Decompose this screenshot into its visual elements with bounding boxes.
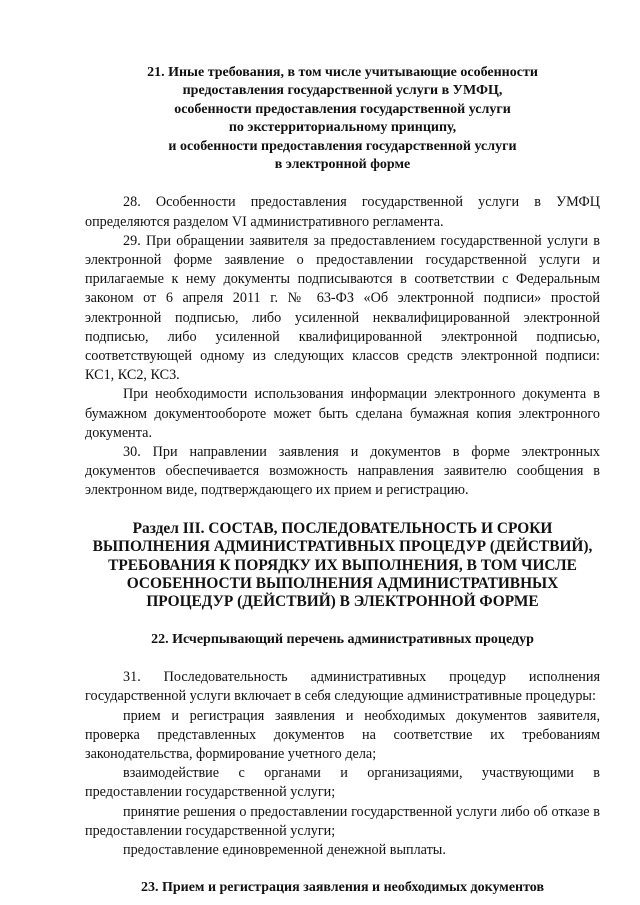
- heading-line: ТРЕБОВАНИЯ К ПОРЯДКУ ИХ ВЫПОЛНЕНИЯ, В ТОМ ЧИСЛЕ: [108, 556, 577, 574]
- heading-line: ОСОБЕННОСТИ ВЫПОЛНЕНИЯ АДМИНИСТРАТИВНЫХ: [126, 574, 559, 592]
- heading-line: ПРОЦЕДУР (ДЕЙСТВИЙ) В ЭЛЕКТРОННОЙ ФОРМЕ: [146, 593, 539, 611]
- heading-line: по экстерриториальному принципу,: [228, 120, 457, 136]
- spacer: [85, 649, 600, 668]
- paragraph-28: 28. Особенности предоставления государственной услуги в УМФЦ определяются разделом VI административного регламента.: [85, 194, 600, 230]
- section-21-body: [85, 193, 600, 500]
- paragraph-31: 31. Последовательность административных процедур исполнения государственной услуги включает в себя следующие административные процедуры:: [85, 669, 600, 705]
- procedure-item: предоставление единовременной денежной выплаты.: [123, 841, 446, 858]
- procedure-item: взаимодействие с органами и организациями, участвующими в предоставлении государственной услуги;: [85, 765, 600, 801]
- procedure-item: прием и регистрация заявления и необходимых документов заявителя, проверка представленных документов на соответствие их требованиям законодательства, формирование учетного дела;: [85, 707, 600, 762]
- spacer: [85, 612, 600, 631]
- paragraph-29: 29. При обращении заявителя за предоставлением государственной услуги в электронной форме заявление о предоставлении государственной услуги и прилагаемые к нему документы подписываются в соответствии с Федеральным законом от 6 апреля 2011 г. № 63-ФЗ «Об электронной подписи» простой электронной подписью, либо усиленной неквалифицированной электронной подписью, либо усиленной квалифицированной электронной подписью, соответствующей одному из следующих классов средств электронной подписи: КС1, КС2, КС3.: [85, 232, 600, 384]
- procedure-item: принятие решения о предоставлении государственной услуги либо об отказе в предоставлении государственной услуги;: [85, 803, 600, 839]
- heading-line: 21. Иные требования, в том числе учитывающие особенности: [147, 65, 538, 80]
- heading-line: ВЫПОЛНЕНИЯ АДМИНИСТРАТИВНЫХ ПРОЦЕДУР (ДЕЙСТВИЙ),: [92, 538, 593, 556]
- section-3-heading: [85, 520, 600, 612]
- paragraph-30: 30. При направлении заявления и документов в форме электронных документов обеспечивается возможность направления заявителю сообщения в электронном виде, подтверждающего их прием и регистрацию.: [85, 444, 600, 499]
- section-21-heading: [85, 64, 600, 174]
- paragraph-29-note: При необходимости использования информации электронного документа в бумажном документообороте может быть сделана бумажная копия электронного документа.: [85, 386, 600, 441]
- heading-line: и особенности предоставления государственной услуги: [168, 138, 517, 154]
- heading-line: предоставления государственной услуги в УМФЦ,: [182, 83, 503, 99]
- heading-line: Раздел III. СОСТАВ, ПОСЛЕДОВАТЕЛЬНОСТЬ И СРОКИ: [132, 519, 553, 537]
- spacer: [85, 860, 600, 879]
- section-22-heading: 22. Исчерпывающий перечень административных процедур: [151, 631, 534, 647]
- section-22-body: [85, 668, 600, 860]
- heading-line: особенности предоставления государственной услуги: [174, 101, 511, 117]
- section-23-heading: 23. Прием и регистрация заявления и необходимых документов: [140, 880, 545, 896]
- spacer: [85, 174, 600, 193]
- heading-line: в электронной форме: [274, 157, 411, 173]
- spacer: [85, 501, 600, 520]
